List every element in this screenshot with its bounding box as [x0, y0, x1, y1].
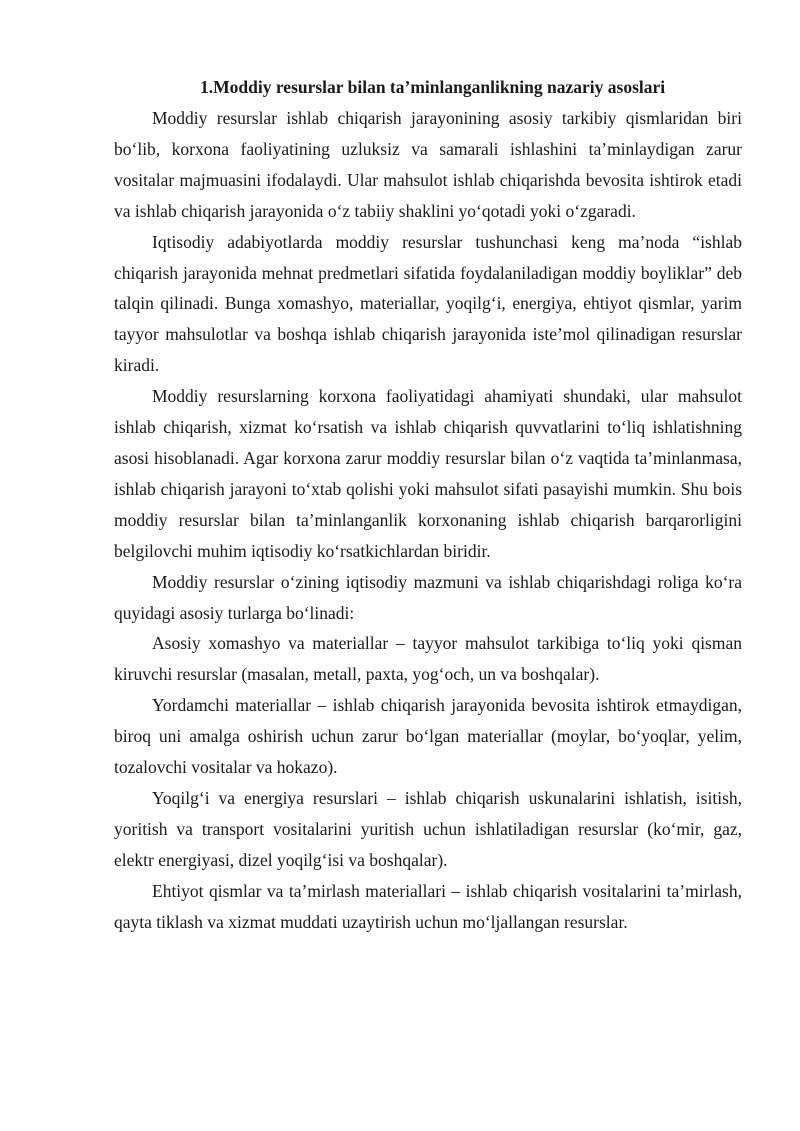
paragraph-fuel-energy: Yoqilg‘i va energiya resurslari – ishlab chiqarish uskunalarini ishlatish, isitish, yoritish va transport vositalarini yuritish uchun ishlatiladigan resurslar (ko‘mir, gaz, elektr energiyasi, dizel yoqilg‘isi va boshqalar). — [114, 787, 742, 870]
paragraph-spare-parts: Ehtiyot qismlar va ta’mirlash materiallari – ishlab chiqarish vositalarini ta’mirlash, qayta tiklash va xizmat muddati uzaytirish uchun mo‘ljallangan resurslar. — [114, 880, 742, 932]
paragraph-classification-intro: Moddiy resurslar o‘zining iqtisodiy mazmuni va ishlab chiqarishdagi roliga ko‘ra quyidagi asosiy turlarga bo‘linadi: — [114, 571, 742, 623]
document-page — [114, 73, 742, 937]
paragraph-importance: Moddiy resurslarning korxona faoliyatidagi ahamiyati shundaki, ular mahsulot ishlab chiqarish, xizmat ko‘rsatish va ishlab chiqarish quvvatlarini to‘liq ishlatishning asosi hisoblanadi. Agar korxona zarur moddiy resurslar bilan o‘z vaqtida ta’minlanmasa, ishlab chiqarish jarayoni to‘xtab qolishi yoki mahsulot sifati pasayishi mumkin. Shu bois moddiy resurslar bilan ta’minlanganlik korxonaning ishlab chiqarish barqarorligini belgilovchi muhim iqtisodiy ko‘rsatkichlardan biridir. — [114, 386, 742, 561]
document-title: 1.Moddiy resurslar bilan ta’minlanganlikning nazariy asoslari — [200, 77, 666, 97]
paragraph-literature: Iqtisodiy adabiyotlarda moddiy resurslar tushunchasi keng ma’noda “ishlab chiqarish jarayonida mehnat predmetlari sifatida foydalaniladigan moddiy boyliklar” deb talqin qilinadi. Bunga xomashyo, materiallar, yoqilg‘i, energiya, ehtiyot qismlar, yarim tayyor mahsulotlar va boshqa ishlab chiqarish jarayonida iste’mol qilinadigan resurslar kiradi. — [114, 231, 742, 376]
paragraph-definition: Moddiy resurslar ishlab chiqarish jarayonining asosiy tarkibiy qismlaridan biri bo‘lib, korxona faoliyatining uzluksiz va samarali ishlashini ta’minlaydigan zarur vositalar majmuasini ifodalaydi. Ular mahsulot ishlab chiqarishda bevosita ishtirok etadi va ishlab chiqarish jarayonida o‘z tabiiy shaklini yo‘qotadi yoki o‘zgaradi. — [114, 108, 742, 221]
paragraph-raw-materials: Asosiy xomashyo va materiallar – tayyor mahsulot tarkibiga to‘liq yoki qisman kiruvchi resurslar (masalan, metall, paxta, yog‘och, un va boshqalar). — [114, 633, 742, 685]
paragraph-auxiliary-materials: Yordamchi materiallar – ishlab chiqarish jarayonida bevosita ishtirok etmaydigan, biroq uni amalga oshirish uchun zarur bo‘lgan materiallar (moylar, bo‘yoqlar, yelim, tozalovchi vositalar va hokazo). — [114, 695, 742, 778]
